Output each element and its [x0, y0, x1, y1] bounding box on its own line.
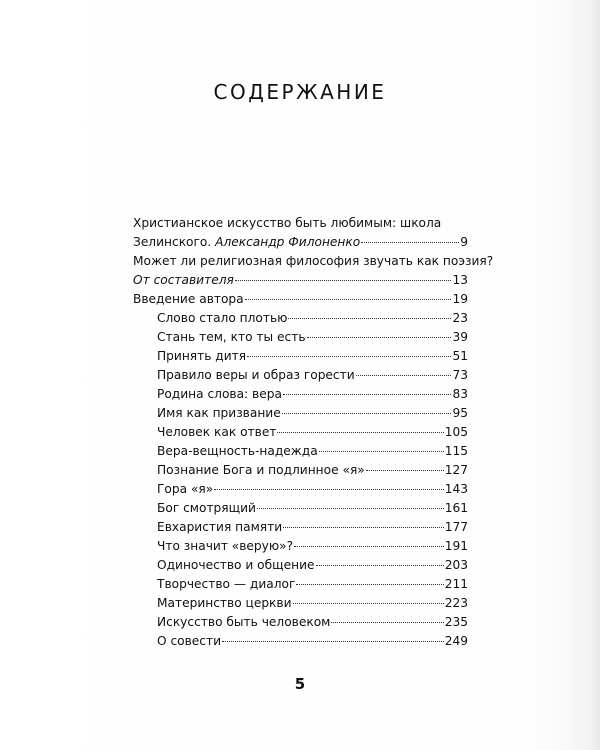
toc-chapter-title: Что значит «верую»?	[157, 539, 294, 553]
toc-page-number: 19	[452, 292, 468, 306]
leader-dots	[245, 298, 452, 300]
toc-chapter-title: Имя как призвание	[157, 406, 281, 420]
leader-dots	[222, 640, 444, 642]
toc-page-number: 23	[452, 311, 468, 325]
toc-entry-line1: Может ли религиозная философия звучать как поэзия?	[133, 254, 494, 268]
toc-chapter-title: Принять дитя	[157, 349, 247, 363]
leader-dots	[283, 393, 452, 395]
toc-chapter-title: О совести	[157, 634, 222, 648]
toc-entry-text	[133, 233, 360, 252]
toc-chapter-entry[interactable]	[157, 442, 468, 461]
toc-entry[interactable]	[133, 233, 468, 252]
leader-dots	[307, 336, 452, 338]
toc-chapter-title: Искусство быть человеком	[157, 615, 331, 629]
leader-dots	[319, 450, 444, 452]
toc-page-number: 51	[452, 349, 468, 363]
toc-page-number: 161	[444, 501, 468, 515]
toc-chapter-entry[interactable]	[157, 613, 468, 632]
toc-page-number: 95	[452, 406, 468, 420]
toc-page-number: 223	[444, 596, 468, 610]
toc-chapter-title: Стань тем, кто ты есть	[157, 330, 306, 344]
toc-chapter-title: Творчество — диалог	[157, 577, 296, 591]
leader-dots	[356, 374, 452, 376]
leader-dots	[277, 431, 443, 433]
toc-chapter-title: Родина слова: вера	[157, 387, 282, 401]
toc-chapter-title: Правило веры и образ горести	[157, 368, 355, 382]
toc-chapter-entry[interactable]	[157, 556, 468, 575]
toc-chapter-entry[interactable]	[157, 575, 468, 594]
toc-chapter-title: Одиночество и общение	[157, 558, 315, 572]
leader-dots	[366, 469, 444, 471]
toc-page-number: 191	[444, 539, 468, 553]
toc-chapter-entry[interactable]	[157, 328, 468, 347]
leader-dots	[282, 412, 452, 414]
toc-page-number: 143	[444, 482, 468, 496]
page-number: 5	[294, 675, 306, 693]
toc-page-number: 13	[452, 273, 468, 287]
leader-dots	[288, 317, 451, 319]
leader-dots	[294, 545, 444, 547]
leader-dots	[247, 355, 451, 357]
leader-dots	[316, 564, 444, 566]
toc-entry-line1: Христианское искусство быть любимым: школа	[133, 216, 442, 230]
toc-chapter-title: Познание Бога и подлинное «я»	[157, 463, 365, 477]
chapter-list	[133, 309, 468, 651]
toc-entry-author: Александр Филоненко	[215, 235, 361, 249]
toc-page-number: 83	[452, 387, 468, 401]
toc-page-number: 203	[444, 558, 468, 572]
leader-dots	[293, 602, 444, 604]
toc-chapter-entry[interactable]	[157, 404, 468, 423]
toc-page-number: 73	[452, 368, 468, 382]
toc-chapter-entry[interactable]	[157, 499, 468, 518]
toc-entry[interactable]	[133, 290, 468, 309]
toc-chapter-title: Евхаристия памяти	[157, 520, 283, 534]
toc-entry-title-part: Зелинского.	[133, 235, 216, 249]
toc-chapter-title: Гора «я»	[157, 482, 214, 496]
toc-page-number: 39	[452, 330, 468, 344]
toc-chapter-entry[interactable]	[157, 537, 468, 556]
toc-chapter-entry[interactable]	[157, 480, 468, 499]
table-of-contents	[133, 214, 494, 651]
toc-chapter-entry[interactable]	[157, 385, 468, 404]
toc-page-number: 105	[444, 425, 468, 439]
toc-chapter-entry[interactable]	[157, 518, 468, 537]
toc-chapter-entry[interactable]	[157, 366, 468, 385]
toc-entry[interactable]	[133, 271, 468, 290]
leader-dots	[361, 241, 459, 243]
leader-dots	[296, 583, 443, 585]
toc-chapter-entry[interactable]	[157, 632, 468, 651]
page-title: СОДЕРЖАНИЕ	[213, 80, 387, 104]
leader-dots	[257, 507, 444, 509]
toc-chapter-entry[interactable]	[157, 594, 468, 613]
toc-chapter-title: Вера-вещность-надежда	[157, 444, 318, 458]
leader-dots	[214, 488, 444, 490]
toc-chapter-entry[interactable]	[157, 461, 468, 480]
toc-chapter-title: Слово стало плотью	[157, 311, 288, 325]
toc-chapter-title: Человек как ответ	[157, 425, 277, 439]
toc-chapter-title: Материнство церкви	[157, 596, 292, 610]
leader-dots	[331, 621, 443, 623]
toc-page-number: 177	[444, 520, 468, 534]
toc-entry-author: От составителя	[133, 273, 234, 287]
toc-page-number: 127	[444, 463, 468, 477]
toc-chapter-title: Бог смотрящий	[157, 501, 256, 515]
leader-dots	[283, 526, 444, 528]
toc-page-number: 9	[460, 235, 468, 249]
leader-dots	[235, 279, 452, 281]
toc-entry-title: Введение автора	[133, 292, 244, 306]
toc-chapter-entry[interactable]	[157, 347, 468, 366]
toc-chapter-entry[interactable]	[157, 423, 468, 442]
toc-chapter-entry[interactable]	[157, 309, 468, 328]
toc-page-number: 115	[444, 444, 468, 458]
toc-page-number: 235	[444, 615, 468, 629]
toc-page-number: 211	[444, 577, 468, 591]
toc-page-number: 249	[444, 634, 468, 648]
